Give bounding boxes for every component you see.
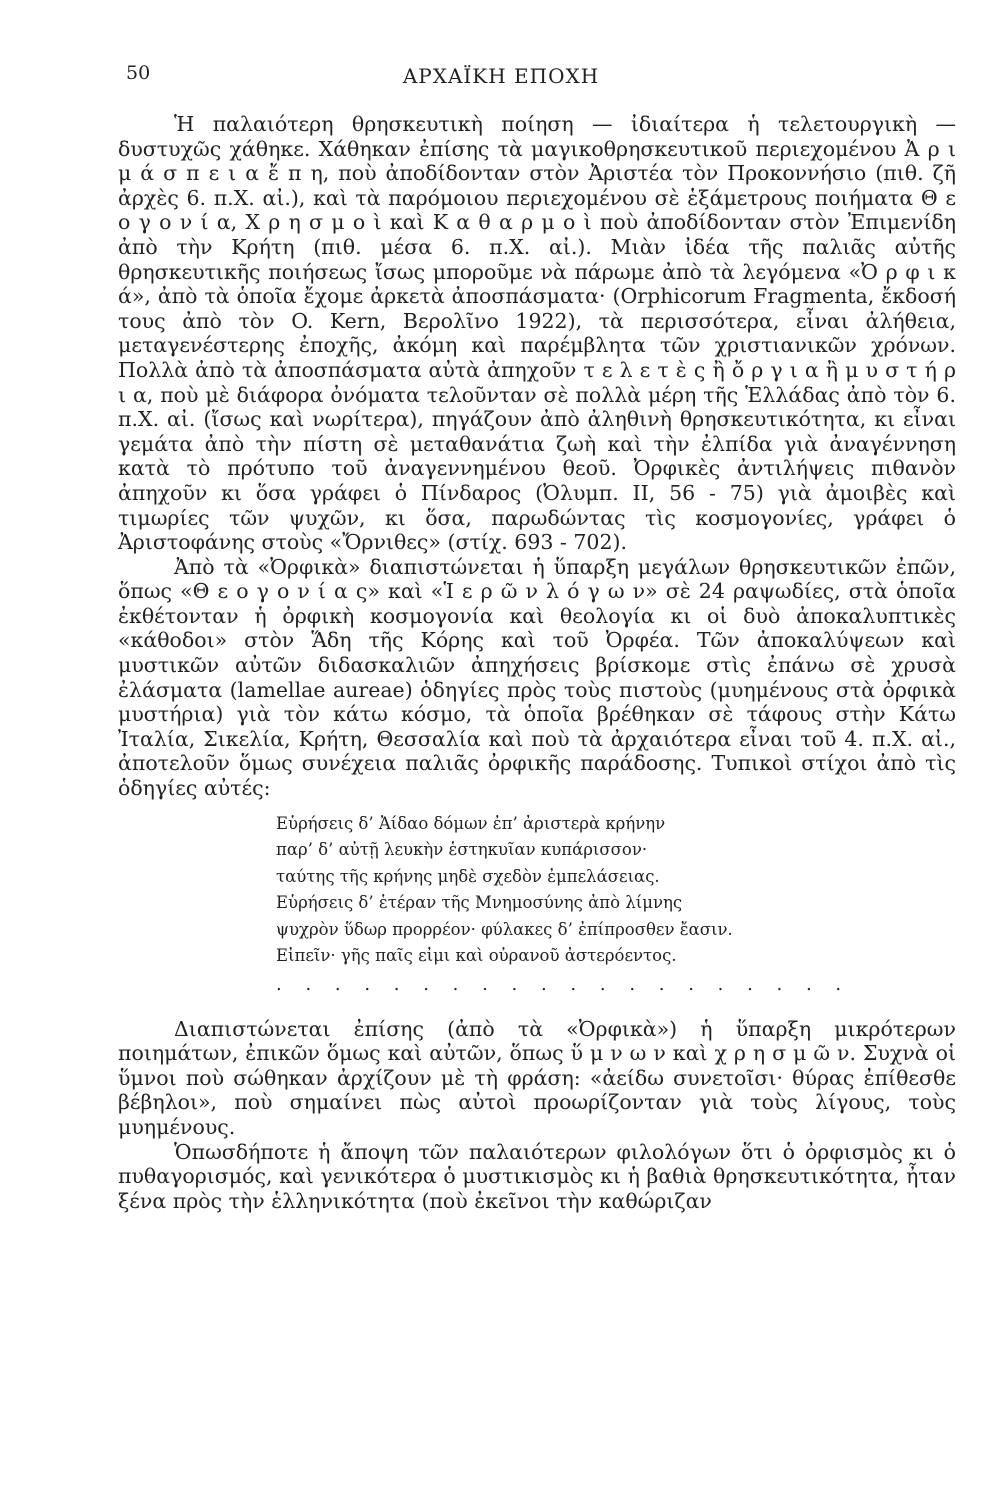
running-title: ΑΡΧΑΪΚΗ ΕΠΟΧΗ (402, 64, 600, 88)
verse-line: ψυχρὸν ὕδωρ προρρέον· φύλακες δ’ ἐπίπροσθεν ἔασιν. (276, 919, 733, 939)
verse-quotation (276, 811, 956, 970)
paragraph: Ἀπὸ τὰ «Ὀρφικὰ» διαπιστώνεται ἡ ὕπαρξη μεγάλων θρησκευτικῶν ἐπῶν, ὅπως «Θ ε ο γ ο ν ί α ς» καὶ «Ἱ ε ρ ῶ ν λ ό γ ω ν» σὲ 24 ραψωδίες, στὰ ὁποῖα ἐκθέτονταν ἡ ὀρφικὴ κοσμογονία καὶ θεολογία κι οἱ δυὸ ἀποκαλυπτικὲς «κάθοδοι» στὸν Ἅδη τῆς Κόρης καὶ τοῦ Ὀρφέα. Τῶν ἀποκαλύψεων καὶ μυστικῶν αὐτῶν διδασκαλιῶν ἀπηχήσεις βρίσκομε στὶς ἐπάνω σὲ χρυσὰ ἐλάσματα (lamellae aureae) ὁδηγίες πρὸς τοὺς πιστοὺς (μυημένους στὰ ὀρφικὰ μυστήρια) γιὰ τὸν κάτω κόσμο, τὰ ὁποῖα βρέθηκαν σὲ τάφους στὴν Κάτω Ἰταλία, Σικελία, Κρήτη, Θεσσαλία καὶ ποὺ τὰ ἀρχαιότερα εἶναι τοῦ 4. π.Χ. αἰ., ἀποτελοῦν ὅμως συνέχεια παλιᾶς ὀρφικῆς παράδοσης. Τυπικοὶ στίχοι ἀπὸ τὶς ὁδηγίες αὐτές: (118, 554, 956, 801)
verse-line: ταύτης τῆς κρήνης μηδὲ σχεδὸν ἐμπελάσειας. (276, 866, 660, 886)
paragraph: Διαπιστώνεται ἐπίσης (ἀπὸ τὰ «Ὀρφικὰ») ἡ ὕπαρξη μικρότερων ποιημάτων, ἐπικῶν ὅμως καὶ αὐτῶν, ὅπως ὕ μ ν ω ν καὶ χ ρ η σ μ ῶ ν. Συχνὰ οἱ ὕμνοι ποὺ σώθηκαν ἀρχίζουν μὲ τὴ φράση: «ἀείδω συνετοῖσι· θύρας ἐπίθεσθε βέβηλοι», ποὺ σημαίνει πὼς αὐτοὶ προωρίζονταν γιὰ τοὺς λίγους, τοὺς μυημένους. (118, 1016, 956, 1139)
paragraph: Ὁπωσδήποτε ἡ ἄποψη τῶν παλαιότερων φιλολόγων ὅτι ὁ ὀρφισμὸς κι ὁ πυθαγορισμός, καὶ γενικότερα ὁ μυστικισμὸς κι ἡ βαθιὰ θρησκευτικότητα, ἦταν ξένα πρὸς τὴν ἑλληνικότητα (ποὺ ἐκεῖνοι τὴν καθώριζαν (118, 1139, 956, 1213)
verse-line: Εὑρήσεις δ’ Ἀίδαο δόμων ἐπ’ ἀριστερὰ κρήνην (276, 813, 666, 833)
verse-line: Εἰπεῖν· γῆς παῖς εἰμι καὶ οὐρανοῦ ἀστερόεντος. (276, 946, 677, 966)
verse-ellipsis: . . . . . . . . . . . . . . . . . . . . (276, 973, 851, 995)
verse-line: Εὑρήσεις δ’ ἑτέραν τῆς Μνημοσύνης ἀπὸ λίμνης (276, 893, 683, 913)
page-number: 50 (126, 62, 151, 84)
paragraph: Ἡ παλαιότερη θρησκευτικὴ ποίηση — ἰδιαίτερα ἡ τελετουργικὴ — δυστυχῶς χάθηκε. Χάθηκαν ἐπίσης τὰ μαγικοθρησκευτικοῦ περιεχομένου Ἀ ρ ι μ ά σ π ε ι α ἔ π η, ποὺ ἀποδίδονταν στὸν Ἀριστέα τὸν Προκοννήσιο (πιθ. ζῆ ἀρχὲς 6. π.Χ. αἰ.), καὶ τὰ παρόμοιου περιεχομένου σὲ ἑξάμετρους ποιήματα Θ ε ο γ ο ν ί α, Χ ρ η σ μ ο ὶ καὶ Κ α θ α ρ μ ο ὶ ποὺ ἀποδίδονταν στὸν Ἐπιμενίδη ἀπὸ τὴν Κρήτη (πιθ. μέσα 6. π.Χ. αἰ.). Μιὰν ἰδέα τῆς παλιᾶς αὐτῆς θρησκευτικῆς ποιήσεως ἴσως μποροῦμε νὰ πάρωμε ἀπὸ τὰ λεγόμενα «Ὀ ρ φ ι κ ά», ἀπὸ τὰ ὁποῖα ἔχομε ἀρκετὰ ἀποσπάσματα· (Orphicorum Fragmenta, ἔκδοσή τους ἀπὸ τὸν O. Kern, Βερολῖνο 1922), τὰ περισσότερα, εἶναι ἀλήθεια, μεταγενέστερης ἐποχῆς, ἀκόμη καὶ παρέμβλητα τῶν χριστιανικῶν χρόνων. Πολλὰ ἀπὸ τὰ ἀποσπάσματα αὐτὰ ἀπηχοῦν τ ε λ ε τ ὲ ς ἢ ὄ ρ γ ι α ἢ μ υ σ τ ή ρ ι α, ποὺ μὲ διάφορα ὀνόματα τελοῦνταν σὲ πολλὰ μέρη τῆς Ἑλλάδας ἀπὸ τὸν 6. π.Χ. αἰ. (ἴσως καὶ νωρίτερα), πηγάζουν ἀπὸ ἀληθινὴ θρησκευτικότητα, κι εἶναι γεμάτα ἀπὸ τὴν πίστη σὲ μεταθανάτια ζωὴ καὶ τὴν ἐλπίδα γιὰ ἀναγέννηση κατὰ τὸ πρότυπο τοῦ ἀναγεννημένου θεοῦ. Ὀρφικὲς ἀντιλήψεις πιθανὸν ἀπηχοῦν κι ὅσα γράφει ὁ Πίνδαρος (Ὀλυμπ. II, 56 - 75) γιὰ ἀμοιβὲς καὶ τιμωρίες τῶν ψυχῶν, κι ὅσα, παρωδώντας τὶς κοσμογονίες, γράφει ὁ Ἀριστοφάνης στοὺς «Ὄρνιθες» (στίχ. 693 - 702). (118, 112, 956, 555)
verse-line: παρ’ δ’ αὐτῇ λευκὴν ἑστηκυῖαν κυπάρισσον· (276, 840, 648, 860)
body-text (118, 112, 956, 1213)
